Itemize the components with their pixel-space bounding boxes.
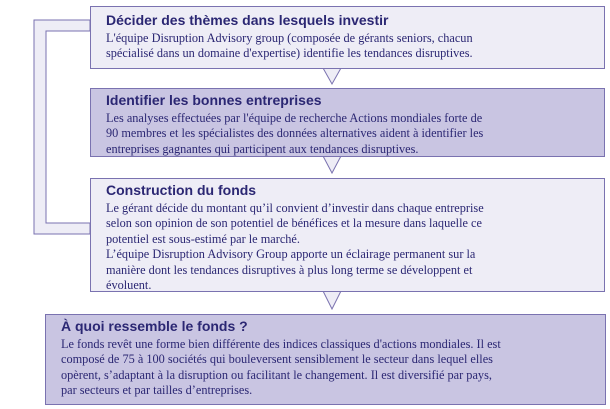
text-line: évoluent. <box>106 278 152 292</box>
step-text <box>106 201 594 292</box>
text-line: Le fonds revêt une forme bien différente des indices classiques d'actions mondiales. Il est <box>61 337 501 351</box>
text-line: spécialisé dans un domaine d'expertise) identifie les tendances disruptives. <box>106 46 473 61</box>
text-line: composé de 75 à 100 sociétés qui bouleversent sensiblement le secteur dans lequel elles <box>61 352 493 367</box>
step-title: Identifier les bonnes entreprises <box>106 92 322 108</box>
text-line: Le gérant décide du montant qu’il convient d’investir dans chaque entreprise <box>106 201 484 215</box>
step-text <box>61 337 595 399</box>
arrow-box1-to-box2 <box>323 68 341 84</box>
text-line: potentiel est sous-estimé par le marché. <box>106 231 300 246</box>
text-line: selon son opinion de son potentiel de bénéfices et la mesure dans laquelle ce <box>106 216 482 231</box>
step-box-fund-overview <box>45 314 606 405</box>
arrow-box3-to-box4 <box>323 291 341 309</box>
step-box-build-fund <box>90 178 605 292</box>
text-line: par secteurs et par tailles d’entreprises. <box>61 383 253 398</box>
text-line: Les analyses effectuées par l'équipe de recherche Actions mondiales forte de <box>106 111 483 125</box>
text-line: L'équipe Disruption Advisory group (composée de gérants seniors, chacun <box>106 31 473 45</box>
text-line: entreprises gagnantes qui participent aux tendances disruptives. <box>106 141 419 156</box>
step-box-choose-themes <box>90 6 605 69</box>
text-line: opèrent, s’adaptant à la disruption ou facilitant le changement. Il est diversifié par pays, <box>61 367 492 382</box>
arrow-box2-to-box3 <box>323 156 341 173</box>
feedback-loop-arrow <box>34 20 90 234</box>
step-title: À quoi ressemble le fonds ? <box>61 318 248 334</box>
step-title: Construction du fonds <box>106 182 257 198</box>
text-line: 90 membres et les spécialistes des données alternatives aident à identifier les <box>106 126 484 141</box>
step-box-identify-companies <box>90 88 605 157</box>
step-text <box>106 31 594 62</box>
step-title: Décider des thèmes dans lesquels investir <box>106 12 389 28</box>
text-line: L’équipe Disruption Advisory Group apporte un éclairage permanent sur la <box>106 247 476 262</box>
text-line: manière dont les tendances disruptives à plus long terme se développent et <box>106 262 473 277</box>
step-text <box>106 111 594 157</box>
